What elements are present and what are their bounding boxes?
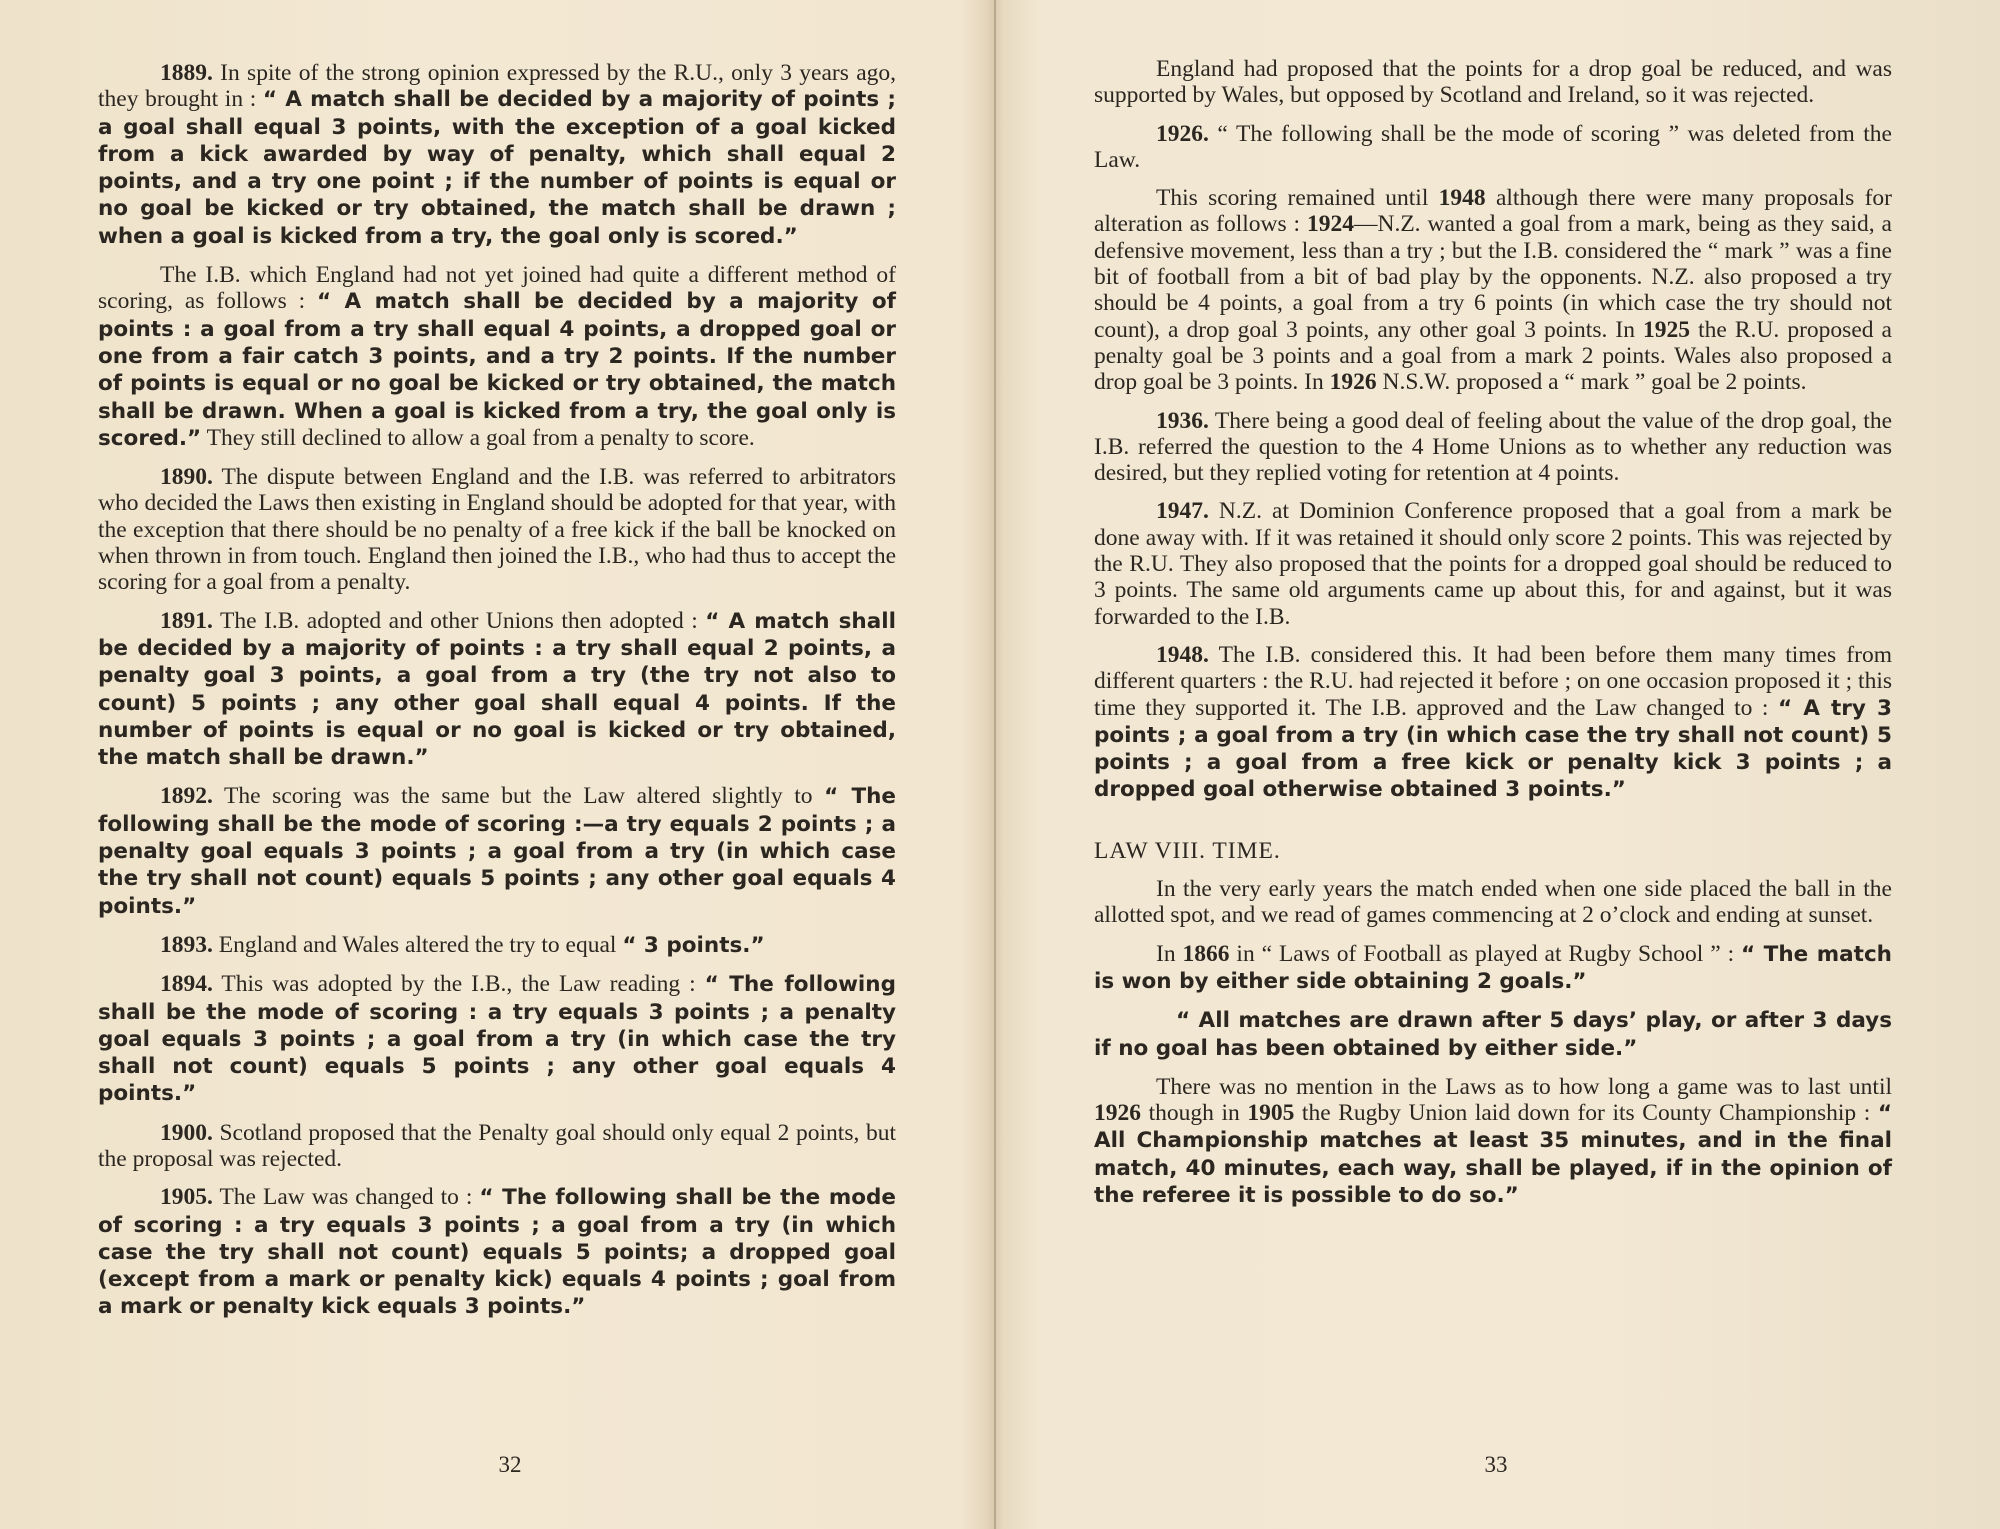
section-heading: LAW VIII. TIME.: [1094, 837, 1281, 864]
year-label: 1948: [1438, 185, 1486, 212]
paragraph-text: In spite of the strong opinion expressed by the R.U., only 3 years ago, they brought in :: [98, 60, 896, 113]
paragraph-game-length: [1094, 1074, 1892, 1209]
year-label: 1893.: [160, 931, 213, 958]
year-label: 1926: [1329, 369, 1377, 396]
paragraph-1889: [98, 60, 896, 250]
paragraph-text: The Law was changed to :: [212, 1184, 480, 1211]
year-label: 1905.: [160, 1184, 213, 1211]
paragraph-text: In the very early years the match ended when one side placed the ball in the allotted spot, and we read of games commencing at 2 o’clock and ending at sunset.: [1094, 876, 1892, 929]
paragraph-1866: [1094, 941, 1892, 996]
paragraph-ib-scoring: [98, 262, 896, 452]
paragraph-1900: [98, 1120, 896, 1173]
paragraph-text: This scoring remained until: [1156, 185, 1439, 212]
left-page: [98, 60, 896, 1333]
paragraph-drop-goal: [1094, 56, 1892, 109]
paragraph-1905: [98, 1184, 896, 1320]
paragraph-early-years: [1094, 876, 1892, 929]
paragraph-drawn-matches: [1094, 1007, 1892, 1062]
law-quote: “ 3 points.”: [622, 932, 765, 958]
year-label: 1894.: [160, 971, 213, 998]
year-label: 1866: [1182, 940, 1230, 967]
year-label: 1900.: [160, 1119, 213, 1146]
law-quote: “ The following shall be the mode of scoring :—a try equals 2 points ; a penalty goal equals 3 points ; a goal from a try (in which case the try shall not count) equals 5 points ; any other goal equals 4 points.”: [98, 784, 897, 919]
year-label: 1926.: [1156, 120, 1209, 147]
year-label: 1936.: [1156, 407, 1209, 434]
paragraph-1891: [98, 608, 896, 772]
year-label: 1891.: [160, 607, 213, 634]
book-gutter: [994, 0, 996, 1529]
paragraph-text: the R.U. proposed a penalty goal be 3 points and a goal from a mark 2 points. Wales also proposed a drop goal be 3 points. In: [1094, 316, 1892, 396]
paragraph-text: N.Z. at Dominion Conference proposed that a goal from a mark be done away with. If it was retained it should only score 2 points. This was rejected by the R.U. They also proposed that the points for a dropped goal should be reduced to 3 points. The same old arguments came up about this, for and against, but it was forwarded to the I.B.: [1094, 498, 1892, 630]
paragraph-text: This was adopted by the I.B., the Law reading :: [212, 971, 705, 998]
paragraph-text: England had proposed that the points for a drop goal be reduced, and was supported by Wales, but opposed by Scotland and Ireland, so it was rejected.: [1094, 56, 1892, 109]
year-label: 1948.: [1156, 641, 1209, 668]
paragraph-1893: [98, 932, 896, 959]
paragraph-1894: [98, 971, 896, 1107]
paragraph-text: They still declined to allow a goal from a penalty to score.: [201, 424, 755, 451]
paragraph-text: though in: [1141, 1100, 1248, 1127]
paragraph-1926: [1094, 121, 1892, 174]
paragraph-text: —N.Z. wanted a goal from a mark, being as they said, a defensive movement, less than a try ; but the I.B. considered the “ mark ” was a fine bit of football from a bit of bad play by the opponents. N.Z. also proposed a try should be 4 points, a goal from a try 6 points (in which case the try should not count), a drop goal 3 points, any other goal 3 points. In: [1094, 211, 1892, 343]
paragraph-1948: [1094, 642, 1892, 804]
law-quote: “ The following shall be the mode of scoring : a try equals 3 points ; a goal from a try (in which case the try shall not count) equals 5 points; a dropped goal (except from a mark or penalty kick) equals 4 points ; goal from a mark or penalty kick equals 3 points.”: [98, 1185, 896, 1320]
paragraph-text: England and Wales altered the try to equal: [212, 931, 623, 958]
paragraph-text: the Rugby Union laid down for its County Championship :: [1294, 1100, 1878, 1127]
year-label: 1892.: [160, 783, 213, 810]
paragraph-text: although there were many proposals for alteration as follows :: [1094, 185, 1892, 238]
paragraph-1936: [1094, 408, 1892, 487]
year-label: 1924: [1306, 211, 1354, 238]
paragraph-text: The dispute between England and the I.B. was referred to arbitrators who decided the Laws then existing in England should be adopted for that year, with the exception that there should be no penalty of a free kick if the ball be knocked on when thrown in from touch. England then joined the I.B., who had thus to accept the scoring for a goal from a penalty.: [98, 464, 896, 596]
paragraph-text: in “ Laws of Football as played at Rugby School ” :: [1229, 940, 1742, 967]
paragraph-1892: [98, 783, 896, 919]
law-quote: “ All Championship matches at least 35 minutes, and in the final match, 40 minutes, each way, shall be played, if in the opinion of the referee it is possible to do so.”: [1094, 1101, 1892, 1208]
paragraph-text: The scoring was the same but the Law altered slightly to: [212, 783, 825, 810]
right-page: [1094, 56, 1892, 1221]
paragraph-text: N.S.W. proposed a “ mark ” goal be 2 points.: [1376, 369, 1807, 396]
year-label: 1926: [1094, 1100, 1141, 1127]
paragraph-text: Scotland proposed that the Penalty goal should only equal 2 points, but the proposal was rejected.: [98, 1119, 896, 1172]
page-number: 32: [498, 1452, 522, 1477]
paragraph-text: The I.B. which England had not yet joined had quite a different method of scoring, as follows :: [98, 262, 896, 315]
year-label: 1947.: [1156, 498, 1209, 525]
year-label: 1890.: [160, 464, 213, 491]
year-label: 1889.: [160, 60, 213, 86]
year-label: 1905: [1247, 1100, 1295, 1127]
law-quote: “ A match shall be decided by a majority of points : a try shall equal 2 points, a penalty goal 3 points, a goal from a try (the try not also to count) 5 points ; any other goal shall equal 4 points. If the number of points is equal or no goal is kicked or try obtained, the match shall be drawn.”: [98, 608, 896, 771]
law-quote: “ A match shall be decided by a majority of points : a goal from a try shall equal 4 points, a dropped goal or one from a fair catch 3 points, and a try 2 points. If the number of points is equal or no goal be kicked or try obtained, the match shall be drawn. When a goal is kicked from a try, the goal only is scored.”: [98, 289, 896, 451]
paragraph-scoring-proposals: [1094, 185, 1892, 395]
paragraph-1890: [98, 464, 896, 595]
law-quote: “ The following shall be the mode of scoring : a try equals 3 points ; a penalty goal equals 3 points ; a goal from a try (in which case the try shall not count) equals 5 points ; any other goal equals 4 points.”: [98, 972, 896, 1107]
paragraph-text: There was no mention in the Laws as to how long a game was to last until: [1156, 1073, 1892, 1100]
paragraph-text: “ The following shall be the mode of scoring ” was deleted from the Law.: [1094, 120, 1892, 173]
paragraph-text: The I.B. adopted and other Unions then adopted :: [212, 607, 706, 634]
law-quote: “ The match is won by either side obtaining 2 goals.”: [1094, 941, 1892, 994]
year-label: 1925: [1643, 316, 1691, 343]
law-quote: “ A match shall be decided by a majority of points ; a goal shall equal 3 points, with the exception of a goal kicked from a kick awarded by way of penalty, which shall equal 2 points, and a try one point ; if the number of points is equal or no goal be kicked or try obtained, the match shall be drawn ; when a goal is kicked from a try, the goal only is scored.”: [98, 87, 896, 249]
law-quote: “ All matches are drawn after 5 days’ play, or after 3 days if no goal has been obtained by either side.”: [1094, 1008, 1892, 1061]
paragraph-1947: [1094, 498, 1892, 629]
page-number: 33: [1484, 1452, 1508, 1477]
law-quote: “ A try 3 points ; a goal from a try (in which case the try shall not count) 5 points ; a goal from a free kick or penalty kick 3 points ; a dropped goal otherwise obtained 3 points.”: [1094, 695, 1892, 803]
paragraph-text: In: [1156, 940, 1183, 967]
paragraph-text: The I.B. considered this. It had been before them many times from different quarters : the R.U. had rejected it before ; on one occasion proposed it ; this time they supported it. The I.B. approved and the Law changed to :: [1094, 641, 1892, 721]
paragraph-text: There being a good deal of feeling about the value of the drop goal, the I.B. referred the question to the 4 Home Unions as to whether any reduction was desired, but they replied voting for retention at 4 points.: [1094, 407, 1892, 487]
